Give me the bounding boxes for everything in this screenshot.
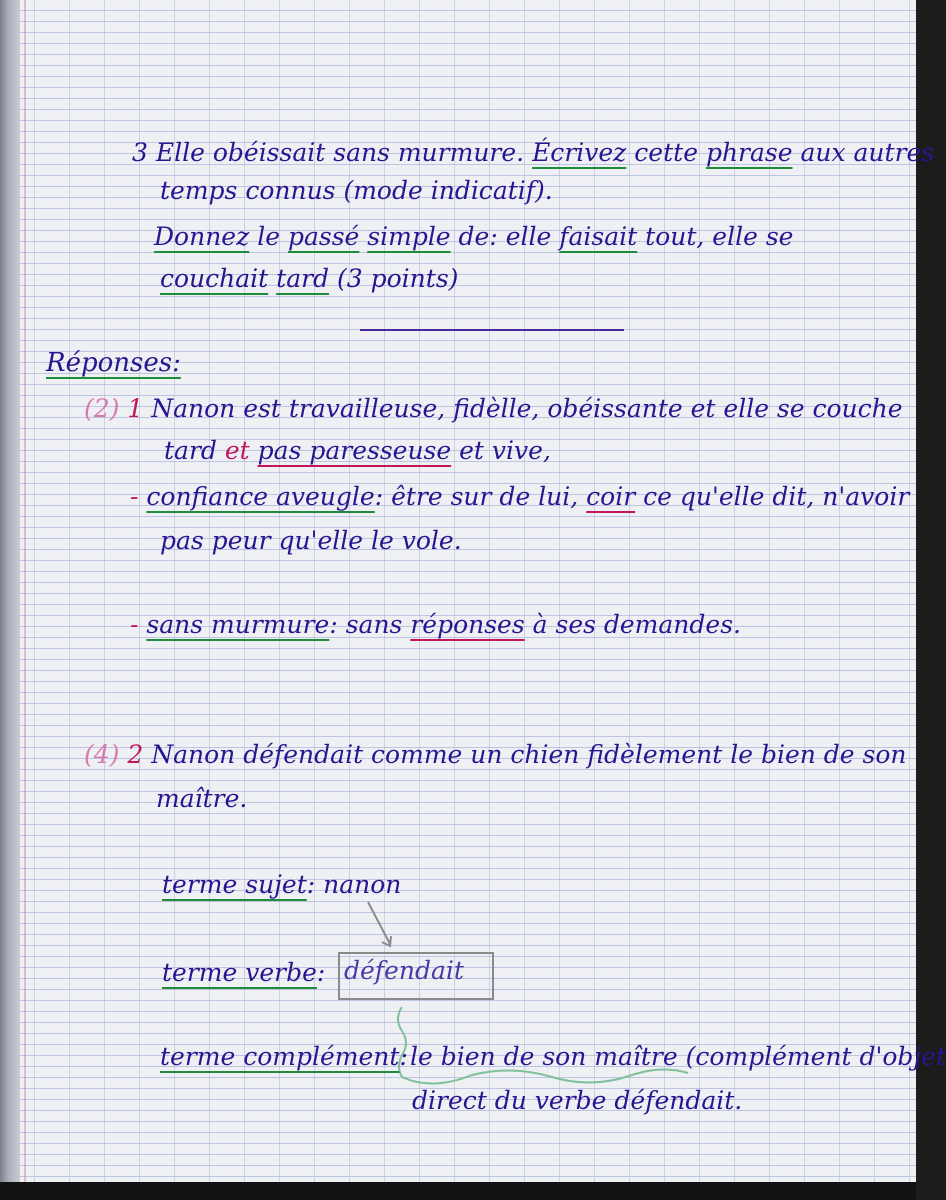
- arrow-down-icon: [360, 900, 400, 956]
- question-line-3: Donnez le passé simple de: elle faisait tout, elle se: [154, 222, 794, 251]
- answer-1-number: 1: [127, 394, 144, 423]
- question-line-4: couchait tard (3 points): [160, 264, 459, 293]
- answer-1-line-5: - sans murmure: sans réponses à ses demandes.: [130, 610, 741, 639]
- question-line-1: 3 Elle obéissait sans murmure. Écrivez cette phrase aux autres: [132, 138, 935, 167]
- complement-value-line-1: le bien de son maître (complément d'objet: [410, 1042, 946, 1071]
- answer-2-number: 2: [127, 740, 144, 769]
- separator-rule: [360, 329, 624, 331]
- page-bottom-edge: [0, 1182, 916, 1200]
- question-number: 3: [132, 138, 148, 167]
- answer-1-score: (2): [84, 394, 120, 423]
- terme-complement: terme complément:: [160, 1042, 408, 1071]
- answer-1-line-4: pas peur qu'elle le vole.: [160, 526, 462, 555]
- terme-verbe-value: défendait: [344, 956, 464, 985]
- terme-verbe: terme verbe:: [162, 958, 326, 987]
- answer-2-score: (4): [84, 740, 120, 769]
- complement-value-line-2: direct du verbe défendait.: [412, 1086, 743, 1115]
- answer-1-line-1: (2) 1 Nanon est travailleuse, fidèlle, obéissante et elle se couche: [84, 394, 903, 423]
- answer-1-line-2: tard et pas paresseuse et vive,: [164, 436, 551, 465]
- answers-heading: Réponses:: [46, 348, 181, 378]
- margin-line: [24, 0, 26, 1200]
- answer-1-line-3: - confiance aveugle: être sur de lui, coir ce qu'elle dit, n'avoir: [130, 482, 910, 511]
- question-line-2: temps connus (mode indicatif).: [160, 176, 553, 205]
- answer-2-line-2: maître.: [156, 784, 248, 813]
- answer-2-line-1: (4) 2 Nanon défendait comme un chien fidèlement le bien de son: [84, 740, 907, 769]
- notebook-binding: [0, 0, 20, 1200]
- terme-sujet: terme sujet: nanon: [162, 870, 402, 899]
